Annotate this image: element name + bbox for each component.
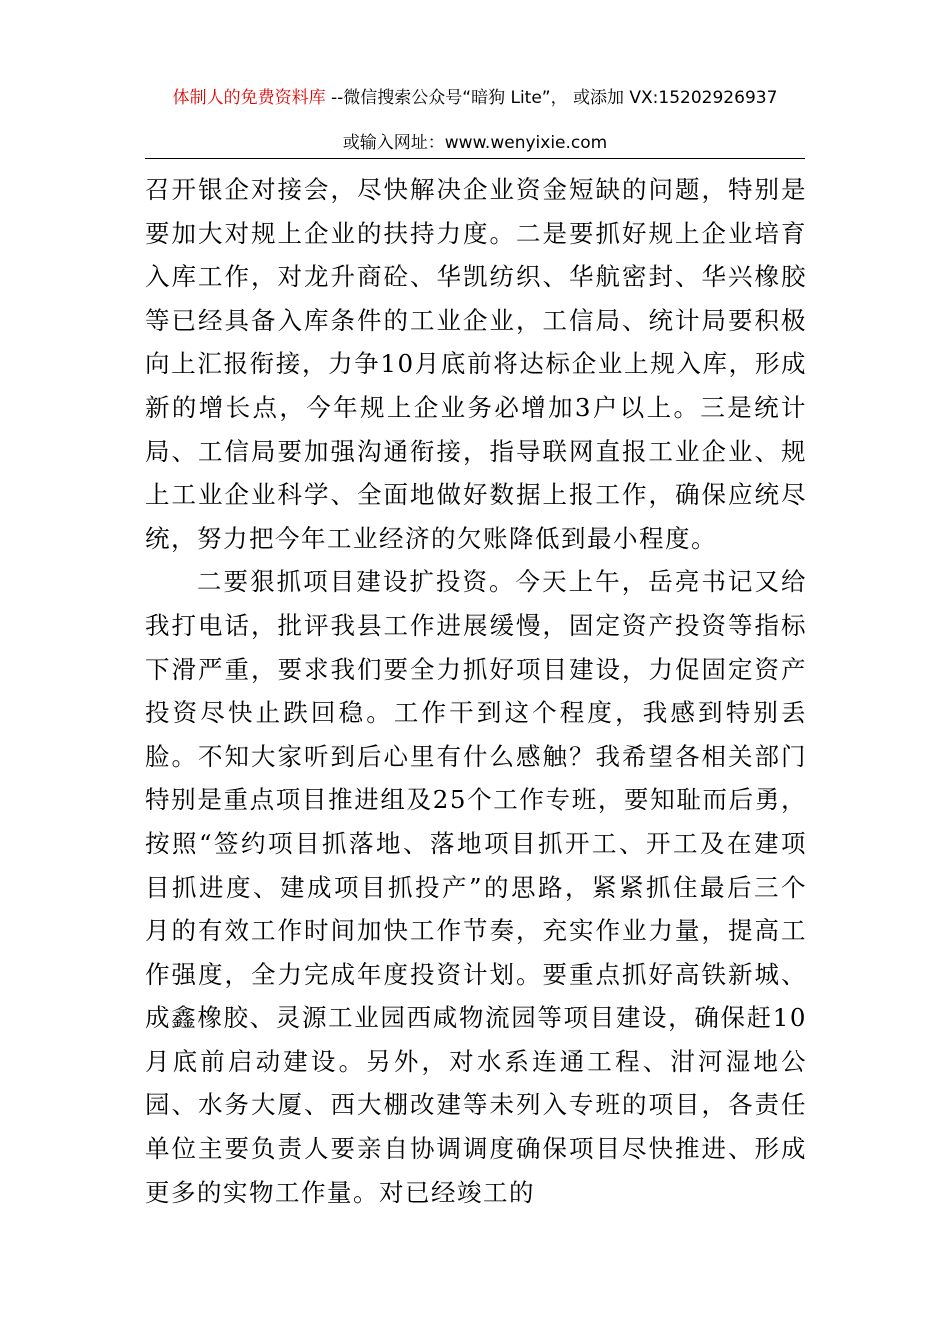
paragraph-continuation: 召开银企对接会，尽快解决企业资金短缺的问题，特别是要加大对规上企业的扶持力度。二是要抓好规上企业培育入库工作，对龙升商砼、华凯纺织、华航密封、华兴橡胶等已经具备入库条件的工业企业，工信局、统计局要积极向上汇报衔接，力争10月底前将达标企业上规入库，形成新的增长点，今年规上企业务必增加3户以上。三是统计局、工信局要加强沟通衔接，指导联网直报工业企业、规上工业企业科学、全面地做好数据上报工作，确保应统尽统，努力把今年工业经济的欠账降低到最小程度。 [145, 175, 807, 553]
header-red-title: 体制人的免费资料库 [172, 88, 326, 108]
header-url-line: 或输入网址：www.wenyixie.com [342, 133, 608, 153]
header-promo-line [0, 84, 950, 112]
header-divider [145, 158, 805, 159]
header-contact-text: --微信搜索公众号“暗狗 Lite”， 或添加 VX:15202926937 [325, 88, 778, 108]
document-body [145, 168, 807, 1214]
paragraph-project-investment: 二要狠抓项目建设扩投资。今天上午，岳亮书记又给我打电话，批评我县工作进展缓慢，固定资产投资等指标下滑严重，要求我们要全力抓好项目建设，力促固定资产投资尽快止跌回稳。工作干到这个程度，我感到特别丢脸。不知大家听到后心里有什么感触？我希望各相关部门特别是重点项目推进组及25个工作专班，要知耻而后勇，按照“签约项目抓落地、落地项目抓开工、开工及在建项目抓进度、建成项目抓投产”的思路，紧紧抓住最后三个月的有效工作时间加快工作节奏，充实作业力量，提高工作强度，全力完成年度投资计划。要重点抓好高铁新城、成鑫橡胶、灵源工业园西咸物流园等项目建设，确保赶10月底前启动建设。另外，对水系连通工程、泔河湿地公园、水务大厦、西大棚改建等未列入专班的项目，各责任单位主要负责人要亲自协调调度确保项目尽快推进、形成更多的实物工作量。对已经竣工的 [145, 567, 807, 1207]
